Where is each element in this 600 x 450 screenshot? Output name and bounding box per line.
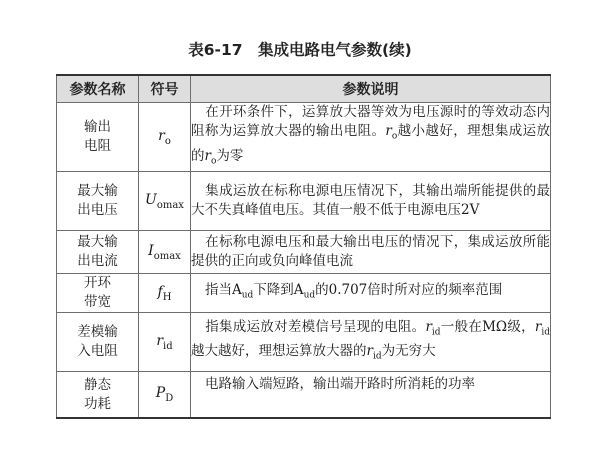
param-symbol-cell [139,372,191,419]
param-symbol-cell [139,103,191,172]
table-row [57,274,551,313]
desc-text: 在开环条件下，运算放大器等效为电压源时的等效动态内阻称为运算放大器的输出电阻。 [191,104,550,139]
param-name-cell [57,274,139,313]
param-description-cell [191,313,551,372]
desc-subscript: ud [241,290,254,301]
param-name-line2: 功耗 [84,395,111,412]
param-name-line1: 最大输 [77,234,118,251]
desc-text: 为无穷大 [381,343,436,360]
param-name-line2: 电阻 [84,138,111,155]
header-symbol: 符号 [139,75,191,103]
param-description-cell [191,231,551,274]
symbol-main: P [155,385,166,402]
desc-subscript: ud [303,290,316,301]
table-row [57,313,551,372]
param-name-cell [57,313,139,372]
param-name-line2: 带宽 [84,294,111,311]
desc-text: 越大越好，理想运算放大器的 [191,343,367,360]
symbol-main: f [157,283,163,300]
param-symbol-cell [139,313,191,372]
desc-symbol: r [425,318,432,335]
table-header-row [57,75,551,103]
desc-text: 为零 [216,147,244,164]
desc-text: 越小越好，理想集成运放的 [191,123,551,164]
symbol-main: r [158,127,165,144]
desc-text: 指集成运放对差模信号呈现的电阻。 [205,318,426,335]
desc-text: 的0.707倍时所对应的频率范围 [315,282,503,299]
desc-symbol: r [204,147,211,164]
param-name-line1: 最大输 [77,183,118,200]
table-caption: 表6-17 集成电路电气参数(续) [188,41,412,59]
param-name-line2: 出电压 [77,202,118,219]
desc-symbol: r [534,318,542,335]
symbol-subscript: omax [156,199,184,211]
param-symbol-cell [139,274,191,313]
table-row [57,372,551,419]
desc-symbol: r [366,343,373,360]
table-row [57,231,551,274]
desc-text: 集成运放在标称电源电压情况下，其输出端所能提供的最大不失真峰值电压。其值一般不低于电源电压2V [191,183,550,219]
symbol-main: I [148,242,154,259]
symbol-subscript: o [164,135,171,147]
table-row [57,172,551,231]
symbol-subscript: H [162,291,172,303]
symbol-subscript: id [163,340,173,352]
desc-text: 一般在MΩ级， [440,318,535,335]
param-name-cell [57,103,139,172]
desc-subscript: o [391,131,398,142]
param-symbol-cell [139,231,191,274]
param-name-line1: 差模输 [77,324,118,341]
desc-subscript: id [431,327,441,338]
table-row [57,103,551,172]
param-name-cell [57,231,139,274]
param-description-cell [191,274,551,313]
param-symbol-cell [139,172,191,231]
param-name-line2: 入电阻 [77,343,118,360]
param-description-cell [191,103,551,172]
symbol-subscript: omax [153,250,181,262]
parameter-table [56,74,551,419]
desc-text: 指当A [205,282,242,299]
param-name-line1: 静态 [84,376,111,393]
desc-text: 电路输入端短路，输出端开路时所消耗的功率 [205,376,475,393]
desc-text: 在标称电源电压和最大输出电压的情况下，集成运放所能提供的正向或负向峰值电流 [191,234,550,270]
param-name-line1: 开环 [84,275,111,292]
desc-subscript: id [372,352,382,363]
param-description-cell [191,172,551,231]
header-description: 参数说明 [191,75,551,103]
symbol-main: r [156,332,164,349]
symbol-main: U [145,191,157,208]
param-description-cell [191,372,551,419]
symbol-subscript: D [165,393,174,405]
param-name-cell [57,372,139,419]
desc-text: 下降到A [253,282,304,299]
param-name-line2: 出电流 [77,253,118,270]
desc-symbol: r [385,123,392,139]
desc-subscript: id [541,327,550,338]
desc-subscript: o [210,156,217,167]
param-name-cell [57,172,139,231]
header-param-name: 参数名称 [57,75,139,103]
param-name-line1: 输出 [84,119,111,136]
